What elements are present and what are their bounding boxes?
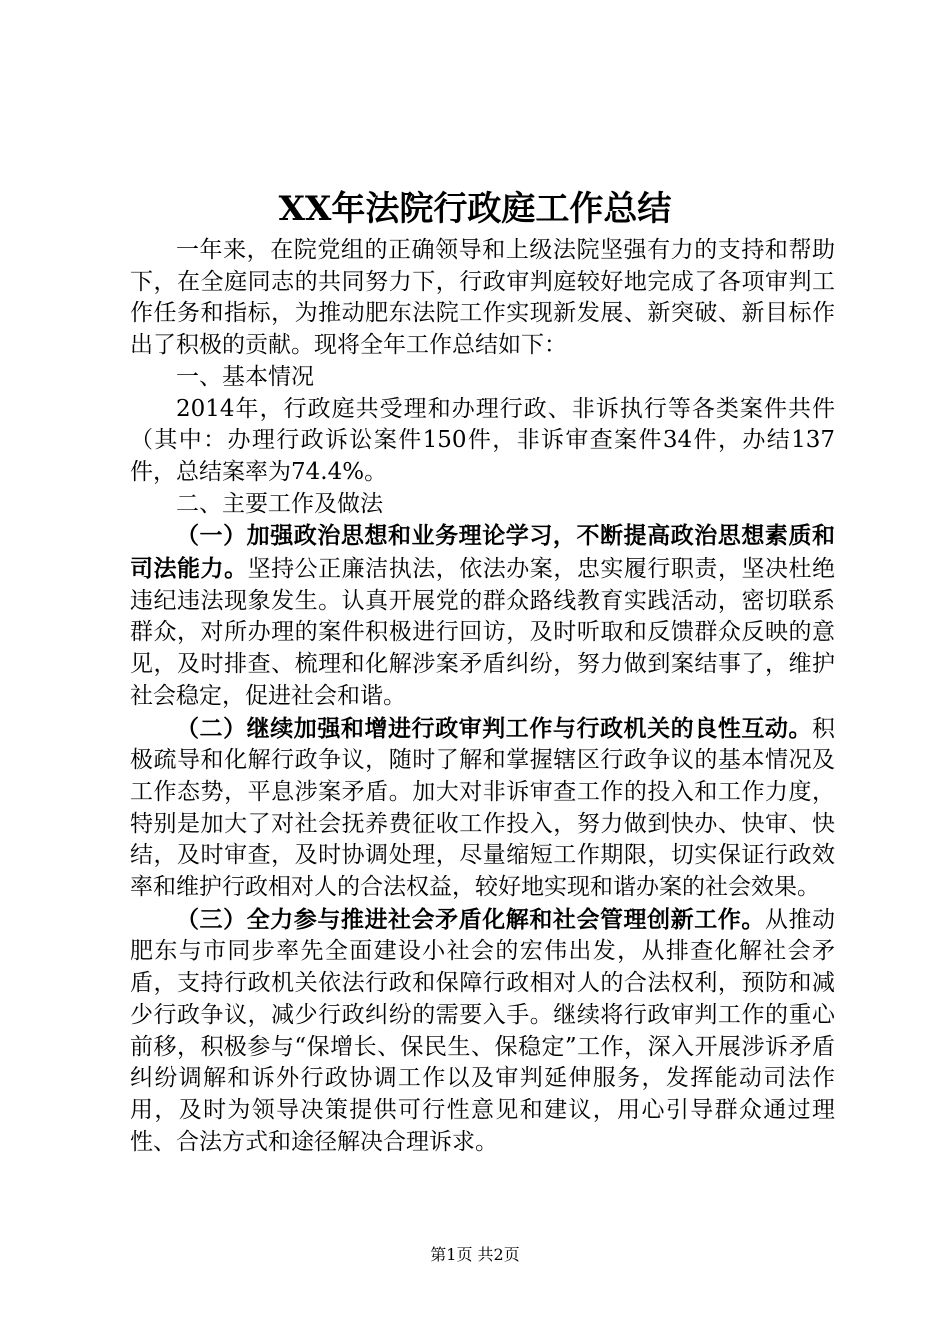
section-heading-basic: 一、基本情况 (176, 363, 314, 390)
work-item-3-text: 从推动肥东与市同步率先全面建设小社会的宏伟出发，从排查化解社会矛盾，支持行政机关依法行政和保障行政相对人的合法权利，预防和减少行政争议，减少行政纠纷的需要入手。继续将行政审判工作的重心前移，积极参与“保增长、保民生、保稳定”工作，深入开展涉诉矛盾纠纷调解和诉外行政协调工作以及审判延伸服务，发挥能动司法作用，及时为领导决策提供可行性意见和建议，用心引导群众通过理性、合法方式和途径解决合理诉求。 (130, 906, 836, 1155)
section-heading-main-work: 二、主要工作及做法 (176, 490, 383, 517)
work-item-1 (130, 520, 835, 712)
work-item-3-lead: （三）全力参与推进社会矛盾化解和社会管理创新工作。 (176, 905, 765, 933)
work-item-1-text: 坚持公正廉洁执法，依法办案，忠实履行职责，坚决杜绝违纪违法现象发生。认真开展党的群众路线教育实践活动，密切联系群众，对所办理的案件积极进行回访，及时听取和反馈群众反映的意见，及时排查、梳理和化解涉案矛盾纠纷，努力做到案结事了，维护社会稳定，促进社会和谐。 (130, 556, 836, 709)
page-footer: 第1页 共2页 (430, 1245, 520, 1264)
work-item-2 (130, 713, 835, 904)
basic-info-paragraph: 2014年，行政庭共受理和办理行政、非诉执行等各类案件共件（其中：办理行政诉讼案件150件，非诉审查案件34件，办结137件，总结案率为74.4%。 (130, 395, 835, 485)
work-item-1-lead: （一）加强政治思想和业务理论学习，不断提高政治思想素质和司法能力。 (130, 522, 835, 583)
intro-paragraph: 一年来，在院党组的正确领导和上级法院坚强有力的支持和帮助下，在全庭同志的共同努力下，行政审判庭较好地完成了各项审判工作任务和指标，为推动肥东法院工作实现新发展、新突破、新目标作出了积极的贡献。现将全年工作总结如下： (130, 237, 835, 359)
document-title: XX年法院行政庭工作总结 (278, 189, 672, 229)
work-item-3 (130, 904, 835, 1159)
work-item-2-lead: （二）继续加强和增进行政审判工作与行政机关的良性互动。 (176, 714, 812, 742)
work-item-2-text: 积极疏导和化解行政争议，随时了解和掌握辖区行政争议的基本情况及工作态势，平息涉案矛盾。加大对非诉审查工作的投入和工作力度，特别是加大了对社会抚养费征收工作投入，努力做到快办、快审、快结，及时审查，及时协调处理，尽量缩短工作期限，切实保证行政效率和维护行政相对人的合法权益，较好地实现和谐办案的社会效果。 (130, 715, 835, 901)
document-body (130, 235, 835, 1158)
